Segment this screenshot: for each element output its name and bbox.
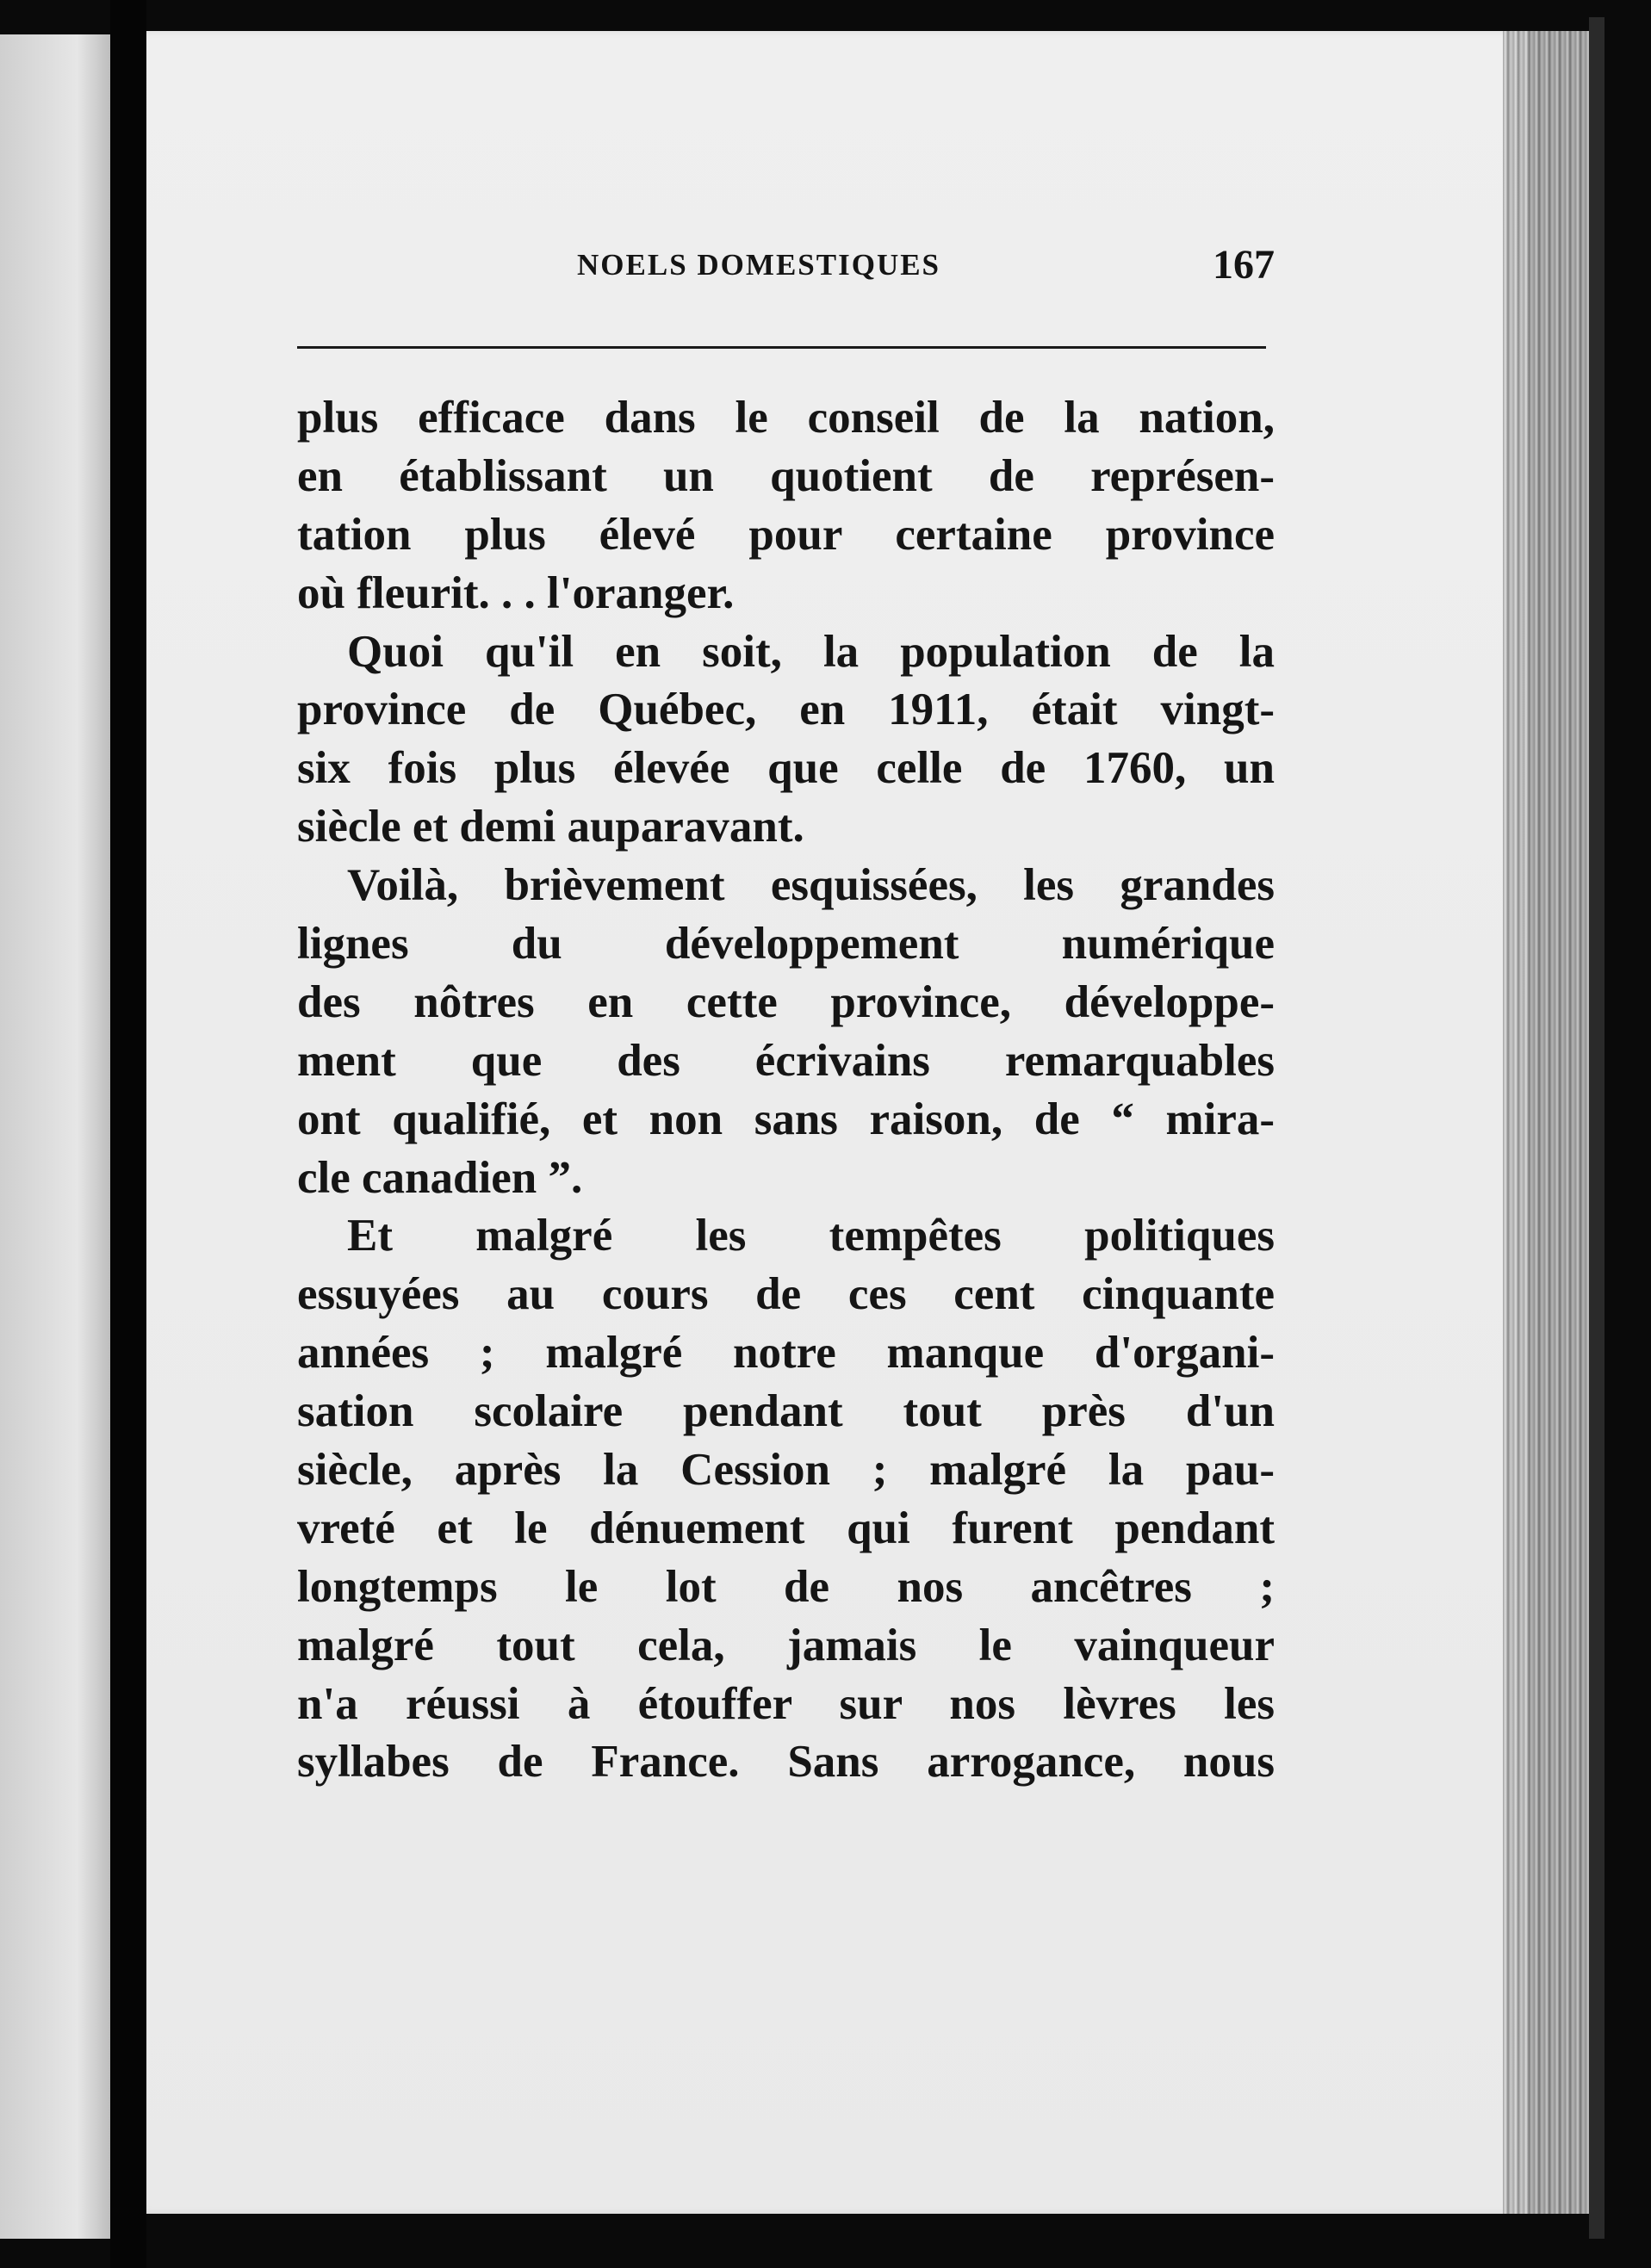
text-line: essuyées au cours de ces cent cinquante bbox=[297, 1269, 1275, 1320]
binding-edge bbox=[1503, 31, 1589, 2214]
text-line: lignes du développement numérique bbox=[297, 919, 1275, 970]
binding-shadow bbox=[1589, 17, 1604, 2239]
previous-page-edge bbox=[0, 34, 110, 2239]
text-line: longtemps le lot de nos ancêtres ; bbox=[297, 1561, 1275, 1612]
text-line: années ; malgré notre manque d'organi- bbox=[297, 1328, 1275, 1379]
text-line: n'a réussi à étouffer sur nos lèvres les bbox=[297, 1678, 1275, 1729]
text-line: siècle et demi auparavant. bbox=[297, 802, 804, 852]
text-line: tation plus élevé pour certaine province bbox=[297, 509, 1275, 560]
running-head bbox=[297, 241, 1275, 293]
body-text bbox=[297, 389, 1275, 1792]
text-line: syllabes de France. Sans arrogance, nous bbox=[297, 1737, 1275, 1788]
text-line: plus efficace dans le conseil de la nation, bbox=[297, 393, 1275, 443]
text-line: six fois plus élevée que celle de 1760, un bbox=[297, 743, 1275, 794]
text-line: siècle, après la Cession ; malgré la pau- bbox=[297, 1445, 1275, 1496]
text-line: ont qualifié, et non sans raison, de “ mira- bbox=[297, 1094, 1275, 1144]
paragraph-start-line: Voilà, brièvement esquissées, les grandes bbox=[347, 860, 1275, 911]
text-line: en établissant un quotient de représen- bbox=[297, 450, 1275, 501]
text-line: province de Québec, en 1911, était vingt- bbox=[297, 685, 1275, 735]
book-gutter bbox=[110, 0, 146, 2268]
text-line: des nôtres en cette province, développe- bbox=[297, 976, 1275, 1027]
text-line: cle canadien ”. bbox=[297, 1152, 583, 1203]
paragraph-start-line: Et malgré les tempêtes politiques bbox=[347, 1211, 1275, 1261]
text-line: ment que des écrivains remarquables bbox=[297, 1035, 1275, 1086]
text-line: malgré tout cela, jamais le vainqueur bbox=[297, 1620, 1275, 1670]
text-line: où fleurit. . . l'oranger. bbox=[297, 567, 735, 618]
paragraph-start-line: Quoi qu'il en soit, la population de la bbox=[347, 626, 1275, 677]
running-title: NOELS DOMESTIQUES bbox=[577, 248, 941, 282]
header-rule bbox=[297, 346, 1266, 349]
page-number: 167 bbox=[1213, 242, 1275, 288]
text-line: vreté et le dénuement qui furent pendant bbox=[297, 1503, 1275, 1553]
text-line: sation scolaire pendant tout près d'un bbox=[297, 1386, 1275, 1437]
